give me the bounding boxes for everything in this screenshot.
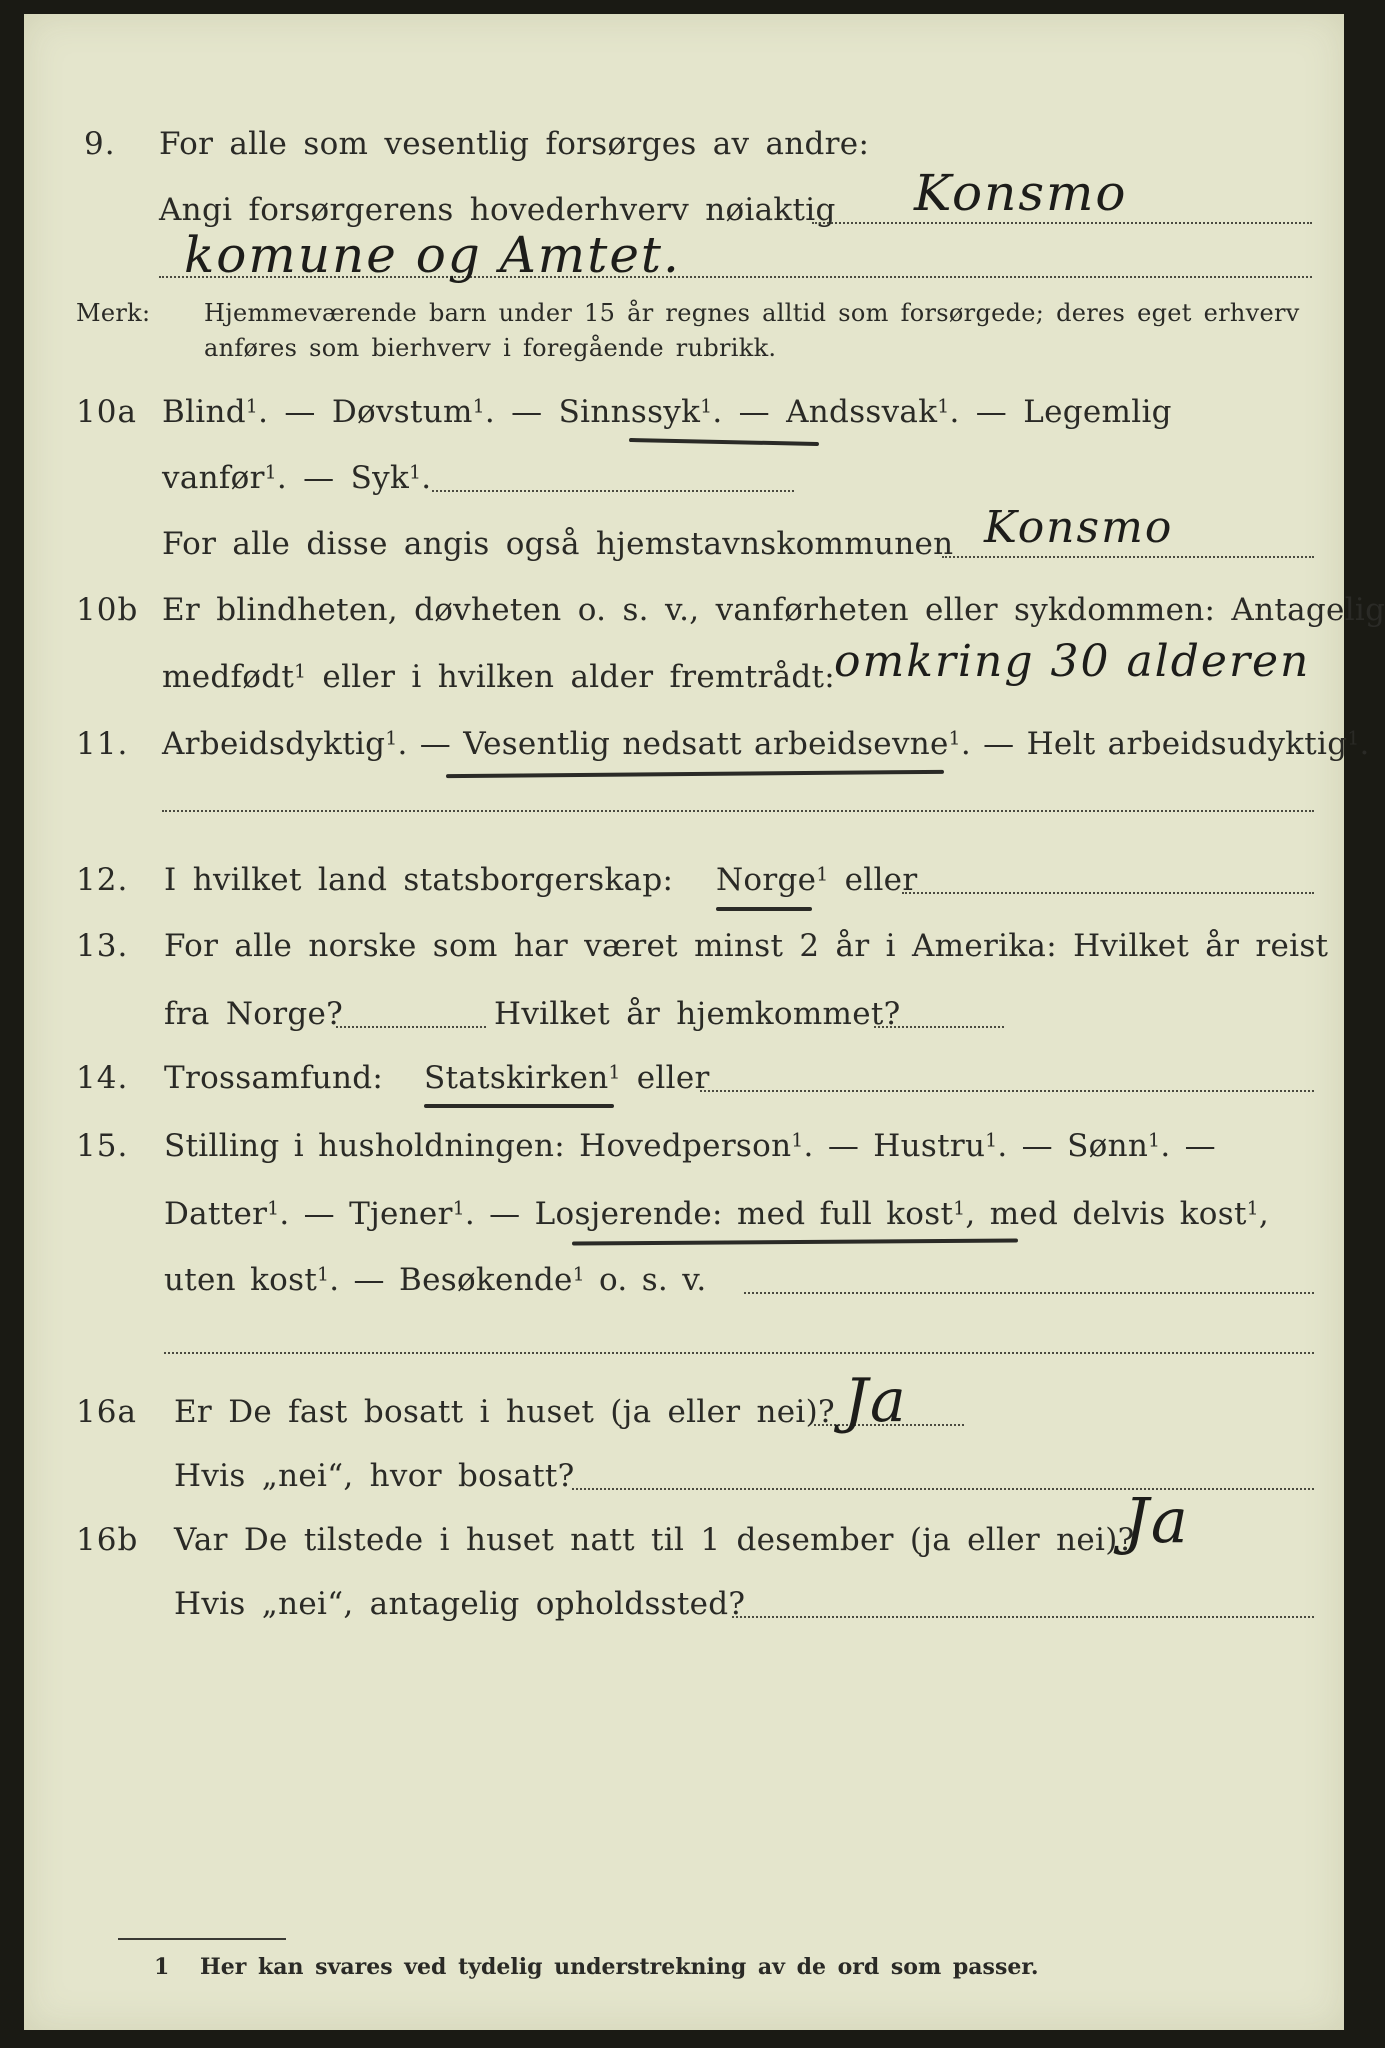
q16a-number: 16a xyxy=(76,1394,137,1430)
q13-line1: For alle norske som har været minst 2 år i Amerika: Hvilket år reist xyxy=(164,928,1329,964)
q9-handwritten-answer2: komune og Amtet. xyxy=(184,226,681,284)
q15-hovedperson: Hovedperson xyxy=(579,1128,792,1164)
q15-uten: uten kost xyxy=(164,1262,318,1298)
q13-hjemkommet-line xyxy=(874,1026,1004,1028)
footnote-ref: 1 xyxy=(1246,1198,1259,1220)
footnote-ref: 1 xyxy=(572,1264,585,1286)
q10a-andssvak: Andssvak xyxy=(786,394,938,430)
footnote-ref: 1 xyxy=(985,1130,998,1152)
q11-line: Arbeidsdyktig$^1$. — Vesentlig nedsatt arbeidsevne$^1$. — Helt arbeidsudyktig$^1$. xyxy=(162,726,1370,762)
q10a-legemlig: Legemlig xyxy=(1023,394,1172,430)
q15-delvis: med delvis kost xyxy=(989,1196,1247,1232)
note-label: Merk: xyxy=(76,299,151,327)
footnote-ref: 1 xyxy=(816,864,829,886)
footnote-mark: 1 xyxy=(154,1954,170,1980)
footnote-ref: 1 xyxy=(452,1198,465,1220)
q9-line2: Angi forsørgerens hovederhverv nøiaktig xyxy=(159,192,836,228)
q10a-sinnssyk-underline xyxy=(629,438,819,446)
q15-losjerende-underline xyxy=(572,1238,1018,1245)
q11-arbeidsdyktig: Arbeidsdyktig xyxy=(162,726,386,762)
q11-blank-line xyxy=(162,810,1314,812)
q15-osv: o. s. v. xyxy=(599,1262,707,1298)
q16a-line2: Hvis „nei“, hvor bosatt? xyxy=(174,1458,575,1494)
q10a-answer-line xyxy=(942,556,1314,558)
footnote-ref: 1 xyxy=(791,1130,804,1152)
q14-statskirken-underline xyxy=(424,1104,614,1108)
q9-handwritten-answer1: Konsmo xyxy=(914,164,1128,222)
footnote-rule xyxy=(118,1938,286,1940)
q16b-handwritten-answer: Ja xyxy=(1124,1484,1190,1557)
q10b-alder: eller i hvilken alder fremtrådt: xyxy=(322,659,836,695)
q15-tjener: Tjener xyxy=(349,1196,453,1232)
note-line2: anføres som bierhverv i foregående rubrikk. xyxy=(204,334,777,362)
q12-text: I hvilket land statsborgerskap: xyxy=(164,862,674,898)
q10a-blind: Blind xyxy=(162,394,246,430)
q16a-bosatt-line xyxy=(572,1488,1314,1490)
footnote-ref: 1 xyxy=(948,728,961,750)
footnote-ref: 1 xyxy=(267,1198,280,1220)
q16a-line1: Er De fast bosatt i huset (ja eller nei)? xyxy=(174,1394,835,1430)
q15-line3: uten kost$^1$. — Besøkende$^1$ o. s. v. xyxy=(164,1262,707,1298)
q11-nedsatt: Vesentlig nedsatt arbeidsevne xyxy=(463,726,949,762)
q16b-line1: Var De tilstede i huset natt til 1 desember (ja eller nei)? xyxy=(174,1522,1135,1558)
q12-norge-underline xyxy=(716,907,812,911)
q9-number: 9. xyxy=(84,126,116,162)
q10a-line2: vanfør$^1$. — Syk$^1$. xyxy=(162,460,432,496)
q10a-vanfor: vanfør xyxy=(162,460,265,496)
footnote-ref: 1 xyxy=(700,396,713,418)
footnote-ref: 1 xyxy=(385,728,398,750)
footnote-ref: 1 xyxy=(1148,1130,1161,1152)
q14-text: Trossamfund: xyxy=(164,1060,384,1096)
q12-answer-line xyxy=(902,892,1314,894)
q13-number: 13. xyxy=(76,928,129,964)
q15-stilling: Stilling i husholdningen: xyxy=(164,1128,565,1164)
q10b-medfodt: medfødt xyxy=(162,659,295,695)
q10a-syk-line xyxy=(432,490,794,492)
q15-number: 15. xyxy=(76,1128,129,1164)
footnote-ref: 1 xyxy=(264,462,277,484)
q10b-handwritten-answer: omkring 30 alderen xyxy=(834,636,1311,687)
q10a-number: 10a xyxy=(76,394,137,430)
q10a-handwritten-answer: Konsmo xyxy=(984,502,1174,553)
q11-nedsatt-underline xyxy=(446,770,944,778)
footnote-ref: 1 xyxy=(294,661,307,683)
footnote-ref: 1 xyxy=(608,1062,621,1084)
q10a-sinnssyk: Sinnssyk xyxy=(558,394,701,430)
footnote-ref: 1 xyxy=(472,396,485,418)
q14-number: 14. xyxy=(76,1060,129,1096)
q11-udyktig: Helt arbeidsudyktig xyxy=(1026,726,1348,762)
q13-line2b: Hvilket år hjemkommet? xyxy=(494,996,901,1032)
q16b-opholdssted-line xyxy=(732,1616,1314,1618)
footnote-text: Her kan svares ved tydelig understrekning av de ord som passer. xyxy=(200,1954,1039,1980)
q10b-line1: Er blindheten, døvheten o. s. v., vanførheten eller sykdommen: Antagelig xyxy=(162,592,1385,628)
footnote-ref: 1 xyxy=(317,1264,330,1286)
q15-datter: Datter xyxy=(164,1196,268,1232)
q10a-syk: Syk xyxy=(350,460,410,496)
q16a-handwritten-answer: Ja xyxy=(844,1366,908,1436)
q10b-number: 10b xyxy=(76,592,139,628)
q10a-dovstum: Døvstum xyxy=(331,394,473,430)
q9-line1: For alle som vesentlig forsørges av andre: xyxy=(159,126,870,162)
footnote-ref: 1 xyxy=(245,396,259,418)
q12-eller: eller xyxy=(844,862,918,898)
q11-number: 11. xyxy=(76,726,129,762)
q15-blank-line xyxy=(164,1352,1314,1354)
q16b-line2: Hvis „nei“, antagelig opholdssted? xyxy=(174,1586,746,1622)
footnote-ref: 1 xyxy=(937,396,950,418)
q15-answer-line xyxy=(744,1292,1314,1294)
census-form-page xyxy=(24,14,1385,2030)
note-line1: Hjemmeværende barn under 15 år regnes alltid som forsørgede; deres eget erhverv xyxy=(204,299,1300,327)
q10a-line1: Blind$^1$. — Døvstum$^1$. — Sinnssyk$^1$. — Andssvak$^1$. — Legemlig xyxy=(162,394,1172,430)
footnote-ref: 1 xyxy=(953,1198,966,1220)
q10b-line2 xyxy=(162,659,835,695)
q13-reist-line xyxy=(336,1026,486,1028)
q13-line2a: fra Norge? xyxy=(164,996,344,1032)
q9-answer-line xyxy=(812,222,1312,224)
q14-statskirken: Statskirken xyxy=(424,1060,609,1096)
q15-hustru: Hustru xyxy=(873,1128,986,1164)
q12-norge: Norge xyxy=(716,862,817,898)
q15-line2: Datter$^1$. — Tjener$^1$. — Losjerende: med full kost$^1$, med delvis kost$^1$, xyxy=(164,1196,1270,1232)
q15-besokende: Besøkende xyxy=(399,1262,573,1298)
q14-answer-line xyxy=(700,1090,1314,1092)
q10a-line3: For alle disse angis også hjemstavnskommunen xyxy=(162,526,954,562)
q14-statskirken-eller xyxy=(424,1060,710,1096)
q12-norge-eller xyxy=(716,862,917,898)
q15-losjerende: Losjerende: med full kost xyxy=(534,1196,954,1232)
footnote-ref: 1 xyxy=(409,462,422,484)
footnote-ref: 1 xyxy=(1347,728,1360,750)
q16b-number: 16b xyxy=(76,1522,139,1558)
q12-number: 12. xyxy=(76,862,129,898)
q15-sonn: Sønn xyxy=(1067,1128,1149,1164)
q15-line1: Stilling i husholdningen: Hovedperson$^1$. — Hustru$^1$. — Sønn$^1$. — xyxy=(164,1128,1216,1164)
q14-eller: eller xyxy=(636,1060,710,1096)
